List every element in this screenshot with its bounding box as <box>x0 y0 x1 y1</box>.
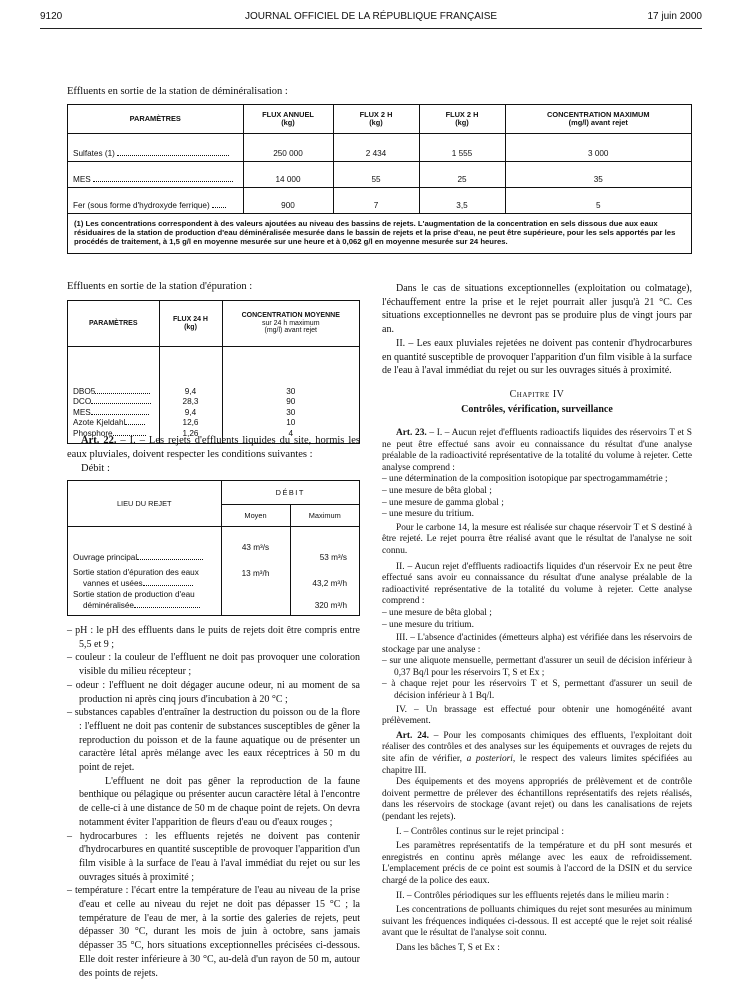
table-cell: 250 000 <box>243 134 333 162</box>
table-cell: 28,3 <box>182 397 199 407</box>
table-header-row <box>68 301 359 347</box>
chapter-number: Chapitre IV <box>509 388 565 400</box>
col-header: FLUX 2 H (kg) <box>333 105 419 134</box>
right-column-articles <box>382 428 692 955</box>
table1-caption: Effluents en sortie de la station de déminéralisation : <box>67 86 288 97</box>
table-cell: 900 <box>243 188 333 214</box>
table-row <box>68 188 691 214</box>
table2-caption: Effluents en sortie de la station d'épuration : <box>67 281 253 292</box>
conc-column <box>222 347 359 444</box>
issue-date: 17 juin 2000 <box>647 11 702 22</box>
right-column-top <box>382 282 692 416</box>
parametres-paragraph: Les paramètres représentatifs de la température et du pH sont mesurés et enregistrés en continu après mélange avec les eaux de refroidissement. L'emplacement précis de ce point est soumis à l'accord de la DSIN et du service chargé de la police des eaux. <box>382 841 692 886</box>
max-column <box>290 526 359 615</box>
table-cell: Sulfates (1) <box>68 134 243 162</box>
article-22 <box>67 434 360 476</box>
exceptionnelles-paragraph: Dans le cas de situations exceptionnelles (exploitation ou colmatage), l'échauffement entre la prise et le rejet pourrait aller jusqu'à 21 °C. Ces situations exceptionnelles ne devront pas se produire plus de vingt jours par an. <box>382 283 692 336</box>
col-header: FLUX 2 H (kg) <box>419 105 505 134</box>
eaux-pluviales-paragraph: II. – Les eaux pluviales rejetées ne doivent pas contenir d'hydrocarbures en quantité susceptible de provoquer l'apparition d'un film visible à la surface de l'eau à l'aval immédiat du rejet ou sur les ouvrages situés à proximité. <box>382 337 692 377</box>
article-title: Art. 22. <box>81 435 117 446</box>
list-item: Sortie station d'épuration des eaux <box>73 568 199 577</box>
baches-line: Dans les bâches T, S et Ex : <box>396 942 500 953</box>
journal-title: JOURNAL OFFICIEL DE LA RÉPUBLIQUE FRANÇAISE <box>244 11 498 22</box>
col-header: LIEU DU REJET <box>68 481 221 526</box>
table-row <box>68 134 691 162</box>
article-text: , le respect des valeurs limites spécifiées au chapitre III. <box>382 754 693 776</box>
col-header: FLUX ANNUEL (kg) <box>243 105 333 134</box>
table-cell: 9,4 <box>184 386 197 396</box>
list-item: Ouvrage principal <box>73 553 221 564</box>
table-cell: 55 <box>333 162 419 188</box>
table-cell: 43,2 m³/h <box>312 579 347 588</box>
table-cell: 14 000 <box>243 162 333 188</box>
list-item: Phosphore <box>73 429 159 439</box>
ii-ex-paragraph: II. – Aucun rejet d'effluents radioactifs liquides d'un réservoir Ex ne peut être effectué sans avoir eu connaissance du résultat d'une analyse préalable de la radioactivité représentative de la totalité du volume à rejeter. Cette analyse comprend : <box>382 561 692 607</box>
table-header-row <box>68 105 691 134</box>
table-row <box>68 162 691 188</box>
list-item: DCO <box>73 397 159 407</box>
table-header-row <box>68 481 359 504</box>
list-item: DBO5 <box>73 387 159 397</box>
col-header: DÉBIT <box>221 481 359 504</box>
demineralisation-table <box>67 104 692 254</box>
col-header: Maximum <box>290 504 359 526</box>
controles-periodiques: II. – Contrôles périodiques sur les effluents rejetés dans le milieu marin : <box>396 890 669 901</box>
table-cell: 43 m³/s <box>241 543 270 552</box>
article-text-italic: a posteriori <box>466 754 513 765</box>
table-cell: 1,26 <box>182 428 199 438</box>
list-item: – une mesure de bêta global ; <box>382 607 492 618</box>
list-item: – une mesure de gamma global ; <box>382 497 504 508</box>
table-cell: 12,6 <box>182 418 199 428</box>
list-item: MES <box>73 408 159 418</box>
list-item: – une mesure du tritium. <box>382 619 474 630</box>
table-cell: 3,5 <box>419 188 505 214</box>
table-cell: 2 434 <box>333 134 419 162</box>
article-text: – Pour les composants chimiques des effluents, l'exploitant doit réaliser des contrôles et des analyses sur les équipements et ouvrages de rejets du site afin de vérifier, <box>382 730 693 765</box>
carbone-paragraph: Pour le carbone 14, la mesure est réalisée sur chaque réservoir T et S destiné à être rejeté. Le rejet pourra être réalisé avant que le résultat de l'analyse ne soit connu. <box>382 522 692 556</box>
debit-table <box>67 480 360 616</box>
table-body <box>68 526 359 615</box>
table-cell: 3 000 <box>505 134 691 162</box>
couleur-item: – couleur : la couleur de l'effluent ne doit pas provoquer une coloration visible du milieu récepteur ; <box>67 652 360 678</box>
moyen-column <box>221 526 290 615</box>
col-header: PARAMÈTRES <box>68 301 159 347</box>
table-cell: 320 m³/h <box>314 600 347 610</box>
table-body <box>68 347 359 444</box>
table-cell: 10 <box>286 418 296 428</box>
col-header: Moyen <box>221 504 290 526</box>
hydrocarbures-item: – hydrocarbures : les effluents rejetés ne doivent pas contenir d'hydrocarbures en quantité susceptible de provoquer l'apparition d'un film visible à la surface de l'eau à l'aval immédiat du rejet ou sur les ouvrages situés à proximité ; <box>67 830 360 883</box>
col-header: CONCENTRATION MAXIMUM (mg/l) avant rejet <box>505 105 691 134</box>
table-cell: 7 <box>333 188 419 214</box>
table-cell: 30 <box>286 407 296 417</box>
lieu-column <box>68 526 221 615</box>
list-item: Sortie station de production d'eau <box>73 590 195 599</box>
table-cell: 4 <box>288 428 294 438</box>
equipements-paragraph: Des équipements et des moyens appropriés de prélèvement et de contrôle doivent permettre de prélever des échantillons représentatifs des rejets réalisés, dans les réservoirs de stockage (avant rejet) ou dans les canalisations de rejets (pendant les rejets). <box>382 777 692 822</box>
flux-column <box>159 347 222 444</box>
list-item: – une détermination de la composition isotopique par spectrogammamétrie ; <box>382 474 668 485</box>
col-header: FLUX 24 H (kg) <box>159 301 222 347</box>
table-cell: 30 <box>286 386 296 396</box>
table-cell: Fer (sous forme d'hydroxyde ferrique) <box>68 188 243 214</box>
odeur-item: – odeur : l'effluent ne doit dégager aucune odeur, ni au moment de sa production ni après cinq jours d'incubation à 20 °C ; <box>67 679 360 705</box>
table-cell: MES <box>68 162 243 188</box>
substances-item: – substances capables d'entraîner la destruction du poisson ou de la flore : l'effluent ne doit pas contenir de substances susceptibles de gêner la reproduction du poisson et de la faune aquatique ou de présenter un caractère létal après mélange avec les eaux réceptrices à 50 m du point de rejet. <box>67 707 360 774</box>
iv-paragraph: IV. – Un brassage est effectué pour obtenir une homogénéité avant prélèvement. <box>382 704 692 727</box>
page-number: 9120 <box>40 11 63 22</box>
concentrations-paragraph: Les concentrations de polluants chimiques du rejet sont mesurées au minimum suivant les fréquences indiquées ci-dessous. Il est accepté que le rejet soit réalisé avant que le résultat de l'analyse soit connu. <box>382 905 692 939</box>
col-header: PARAMÈTRES <box>68 105 243 134</box>
list-item: – une mesure du tritium. <box>382 509 474 520</box>
controles-continus: I. – Contrôles continus sur le rejet principal : <box>396 826 564 837</box>
article-title: Art. 23. <box>396 428 427 438</box>
list-item: déminéralisée <box>73 601 221 612</box>
table-cell: 9,4 <box>184 407 197 417</box>
table-cell: 90 <box>286 397 296 407</box>
temperature-item: – température : l'écart entre la température de l'eau au niveau de la prise d'eau et celle au niveau du rejet ne doit pas dépasser 15 °C ; la température de l'eau de mer, à la sortie des galeries de rejets, peut dépasser 30 °C, durant les mois de juin à octobre, sans jamais dépasser 35 °C, hors situations exceptionnelles précisées ci-dessous. Elle doit rester inférieure à 30 °C, au-delà d'un rayon de 50 m, autour des points de rejets. <box>67 885 360 979</box>
table-cell: 5 <box>505 188 691 214</box>
table-cell: 1 555 <box>419 134 505 162</box>
epuration-table <box>67 300 360 444</box>
table-cell: 35 <box>505 162 691 188</box>
debit-label: Débit : <box>81 462 110 474</box>
col-header: CONCENTRATION MOYENNE sur 24 h maximum (mg/l) avant rejet <box>222 301 359 347</box>
table1-footnote: (1) Les concentrations correspondent à des valeurs ajoutées au niveau des bassins de rejets. L'augmentation de la concentration en sels dissous due aux eaux résiduaires de la station de production d'eau déminéralisée mesurée dans le bassin de rejets et la prise d'eau, ne peut être supérieure, pour les sels apportés par les procédés de traitement, à 1,5 g/l en moyenne mesurée sur une heure et à 0,062 g/l en moyenne mesurée sur 24 heures. <box>74 219 676 247</box>
list-item: – une mesure de bêta global ; <box>382 485 492 496</box>
page-header <box>40 8 702 29</box>
table-cell: 53 m³/s <box>319 553 347 562</box>
article-text: – I. – Les rejets d'effluents liquides du site, hormis les eaux pluviales, doivent respecter les conditions suivantes : <box>67 435 360 460</box>
article-text: – I. – Aucun rejet d'effluents radioactifs liquides des réservoirs T et S ne peut être effectué sans avoir eu connaissance du résultat d'une analyse préalable de la radioactivité représentative de la totalité du volume à rejeter. Cette analyse comprend : <box>382 428 692 473</box>
param-column <box>68 347 159 444</box>
table-cell: 25 <box>419 162 505 188</box>
left-column-text <box>67 624 360 980</box>
iii-paragraph: III. – L'absence d'actinides (émetteurs alpha) est vérifiée dans les réservoirs de stockage par une analyse : <box>382 633 692 655</box>
list-item: Azote Kjeldahl <box>73 418 159 428</box>
list-item: vannes et usées <box>73 579 221 590</box>
ph-item: – pH : le pH des effluents dans le puits de rejets doit être compris entre 5,5 et 9 ; <box>67 625 360 650</box>
faune-paragraph: L'effluent ne doit pas gêner la reproduction de la faune benthique ou pélagique ou présenter aucun caractère létal à l'encontre de celle-ci à une distance de 50 m de chaque point de rejets. On devra notamment éviter l'apparition de fleurs d'eau ou d'eaux rouges ; <box>79 775 360 828</box>
list-item: – à chaque rejet pour les réservoirs T et S, permettant d'assurer un seuil de décision inférieur à 1 Bq/l. <box>382 679 692 702</box>
list-item: – sur une aliquote mensuelle, permettant d'assurer un seuil de décision inférieur à 0,37 Bq/l pour les réservoirs T, S et Ex ; <box>382 656 692 678</box>
table-cell: 13 m³/h <box>241 569 270 578</box>
article-title: Art. 24. <box>396 730 429 741</box>
chapter-title: Contrôles, vérification, surveillance <box>461 403 613 415</box>
